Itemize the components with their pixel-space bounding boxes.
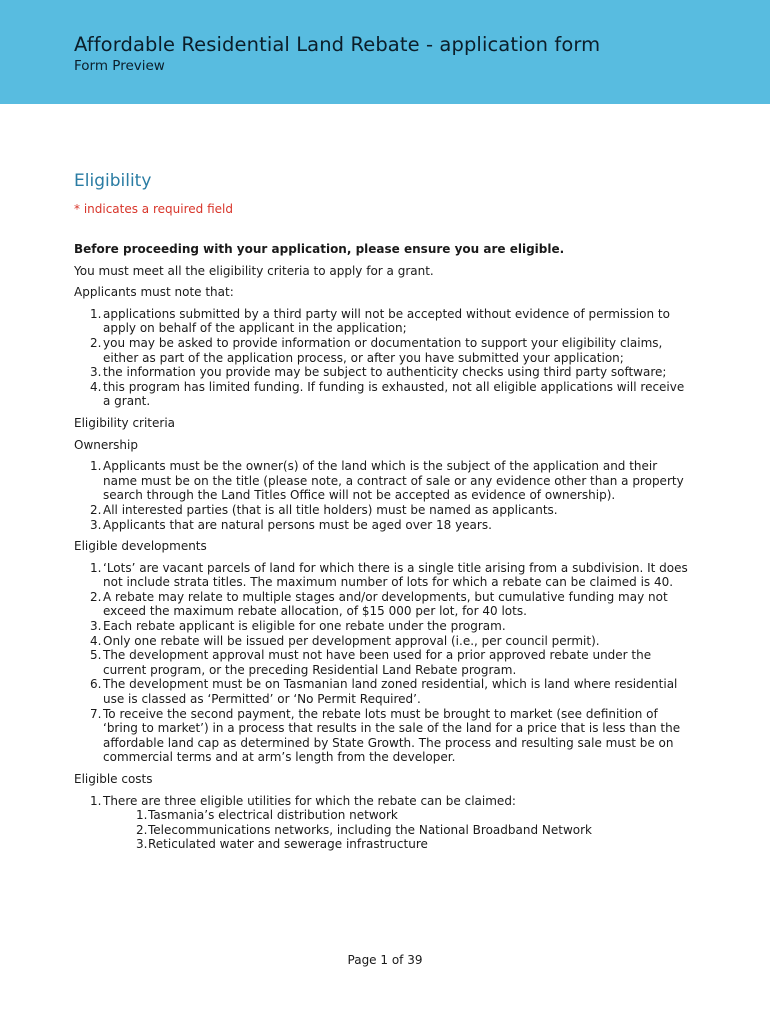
list-item: 4. this program has limited funding. If funding is exhausted, not all eligible applications will receive a grant. [90, 379, 685, 409]
form-subtitle: Form Preview [74, 58, 165, 74]
ownership-heading: Ownership [74, 437, 138, 452]
developments-list [74, 561, 694, 765]
list-item: 3. Reticulated water and sewerage infrastructure [136, 837, 428, 852]
costs-heading: Eligible costs [74, 772, 153, 786]
header-banner [0, 0, 770, 104]
list-item: 2. All interested parties (that is all title holders) must be named as applicants. [90, 502, 558, 517]
required-field-note: * indicates a required field [74, 202, 233, 216]
list-item: 2. Telecommunications networks, including the National Broadband Network [136, 822, 592, 837]
developments-heading: Eligible developments [74, 539, 207, 554]
utilities-sublist [74, 808, 694, 852]
list-item: 3. the information you provide may be subject to authenticity checks using third party software; [90, 365, 667, 380]
form-content [74, 170, 694, 852]
list-item: 5. The development approval must not have been used for a prior approved rebate under the current program, or the preceding Residential Land Rebate program. [90, 648, 652, 677]
list-item: 3. Each rebate applicant is eligible for one rebate under the program. [90, 619, 506, 634]
list-item: 4. Only one rebate will be issued per development approval (i.e., per council permit). [90, 633, 600, 648]
list-item: 1. Tasmania’s electrical distribution network [136, 808, 398, 823]
form-title: Affordable Residential Land Rebate - application form [74, 33, 601, 56]
list-item: 2. A rebate may relate to multiple stages and/or developments, but cumulative funding may not exceed the maximum rebate allocation, of $15 000 per lot, for 40 lots. [90, 589, 668, 619]
list-item: 1. Applicants must be the owner(s) of the land which is the subject of the application and their name must be on the title (please note, a contract of sale or any evidence other than a property search through the Land Titles Office will not be accepted as evidence of ownership). [90, 459, 684, 503]
list-item: 1. applications submitted by a third party will not be accepted without evidence of permission to apply on behalf of the applicant in the application; [90, 306, 670, 336]
list-item: 3. Applicants that are natural persons must be aged over 18 years. [90, 517, 492, 532]
costs-list [74, 794, 694, 809]
applicants-note-heading: Applicants must note that: [74, 285, 234, 300]
criteria-heading: Eligibility criteria [74, 415, 176, 430]
section-title: Eligibility [74, 171, 152, 191]
page-number: Page 1 of 39 [347, 953, 423, 967]
list-item: 1. ‘Lots’ are vacant parcels of land for which there is a single title arising from a subdivision. It does not include strata titles. The maximum number of lots for which a rebate can be claimed is 40. [90, 560, 688, 590]
eligibility-warning: Before proceeding with your application, please ensure you are eligible. [74, 242, 565, 256]
list-item: 1. There are three eligible utilities for which the rebate can be claimed: [90, 793, 516, 808]
eligibility-intro: You must meet all the eligibility criteria to apply for a grant. [74, 263, 434, 278]
list-item: 7. To receive the second payment, the rebate lots must be brought to market (see definition of ‘bring to market’) in a process that results in the sale of the land for a price that is less than the affordable land cap as determined by State Growth. The process and resulting sale must be on commercial terms and at arm’s length from the developer. [90, 706, 681, 765]
applicant-notes-list [74, 307, 694, 409]
ownership-list [74, 459, 694, 532]
list-item: 6. The development must be on Tasmanian land zoned residential, which is land where residential use is classed as ‘Permitted’ or ‘No Permit Required’. [90, 677, 678, 707]
list-item: 2. you may be asked to provide information or documentation to support your eligibility claims, either as part of the application process, or after you have submitted your application; [90, 335, 663, 365]
